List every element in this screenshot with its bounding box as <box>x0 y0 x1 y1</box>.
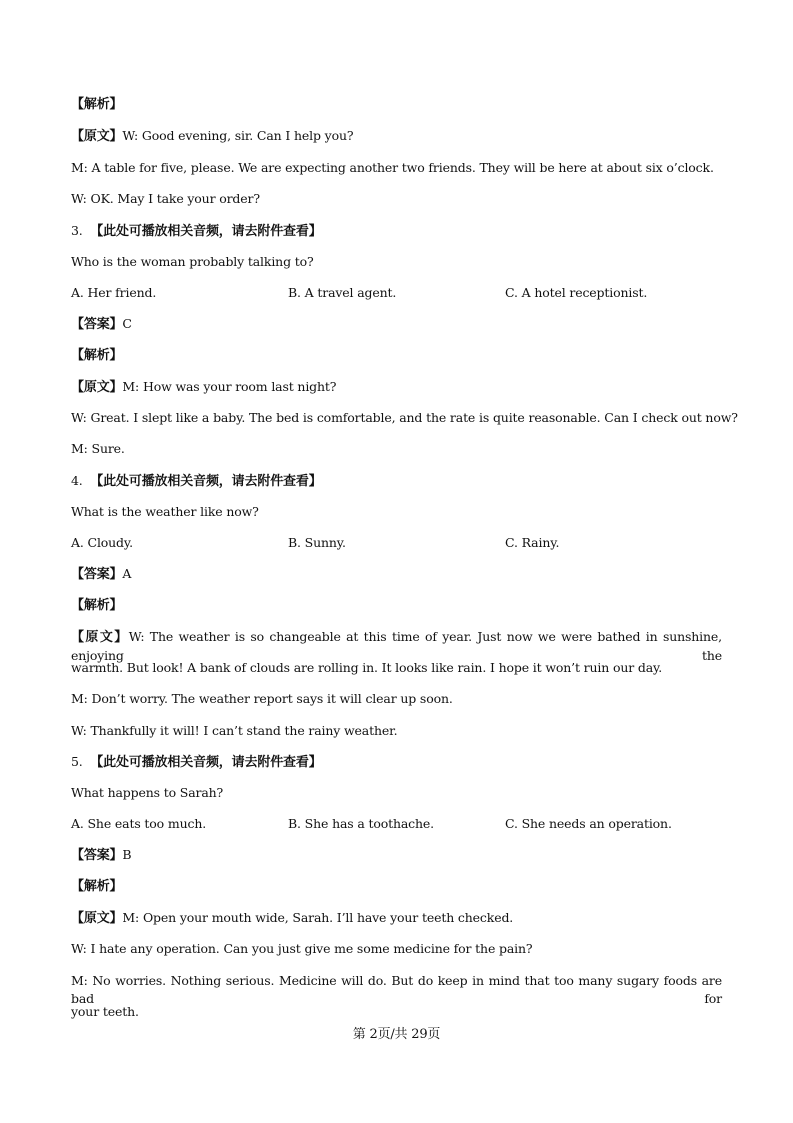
answer-line: 【答案】A <box>71 566 132 582</box>
transcript-line: W: I hate any operation. Can you just give me some medicine for the pain? <box>71 941 533 956</box>
question-header: 5. 【此处可播放相关音频，请去附件查看】 <box>71 754 322 770</box>
analysis-label: 【解析】 <box>71 97 123 112</box>
option-c: C. Rainy. <box>505 535 560 550</box>
transcript-line: warmth. But look! A bank of clouds are rolling in. It looks like rain. I hope it won’t ruin our day. <box>71 660 663 675</box>
option-a: A. Cloudy. <box>71 535 133 550</box>
answer-line: 【答案】B <box>71 847 132 863</box>
option-b: B. Sunny. <box>288 535 346 550</box>
transcript-line: W: Thankfully it will! I can’t stand the rainy weather. <box>71 723 398 738</box>
transcript-line: M: Sure. <box>71 441 125 456</box>
question-header: 4. 【此处可播放相关音频，请去附件查看】 <box>71 473 322 489</box>
analysis-label: 【解析】 <box>71 598 123 613</box>
transcript-line: M: No worries. Nothing serious. Medicine will do. But do keep in mind that too many sugary foods are bad for <box>71 973 722 1006</box>
transcript-line: 【原文】W: The weather is so changeable at this time of year. Just now we were bathed in sunshine, enjoying the <box>71 629 722 663</box>
question-header: 3. 【此处可播放相关音频，请去附件查看】 <box>71 223 322 239</box>
analysis-label: 【解析】 <box>71 879 123 894</box>
transcript-line: W: OK. May I take your order? <box>71 191 260 206</box>
option-b: B. A travel agent. <box>288 285 397 300</box>
option-a: A. She eats too much. <box>71 816 207 831</box>
option-b: B. She has a toothache. <box>288 816 435 831</box>
transcript-line: M: A table for five, please. We are expecting another two friends. They will be here at about six o’clock. <box>71 160 714 175</box>
question-text: What happens to Sarah? <box>71 785 224 800</box>
option-c: C. A hotel receptionist. <box>505 285 648 300</box>
transcript-line: your teeth. <box>71 1004 139 1019</box>
question-text: Who is the woman probably talking to? <box>71 254 314 269</box>
option-c: C. She needs an operation. <box>505 816 672 831</box>
transcript-line: 【原文】M: Open your mouth wide, Sarah. I’ll have your teeth checked. <box>71 910 514 926</box>
transcript-line: M: Don’t worry. The weather report says it will clear up soon. <box>71 691 453 706</box>
transcript-line: 【原文】W: Good evening, sir. Can I help you? <box>71 128 354 144</box>
answer-line: 【答案】C <box>71 316 132 332</box>
option-a: A. Her friend. <box>71 285 157 300</box>
transcript-line: W: Great. I slept like a baby. The bed is comfortable, and the rate is quite reasonable. Can I check out now? <box>71 410 738 425</box>
question-text: What is the weather like now? <box>71 504 259 519</box>
analysis-label: 【解析】 <box>71 348 123 363</box>
transcript-line: 【原文】M: How was your room last night? <box>71 379 337 395</box>
page-footer: 第 2页/共 29页 <box>352 1027 441 1042</box>
